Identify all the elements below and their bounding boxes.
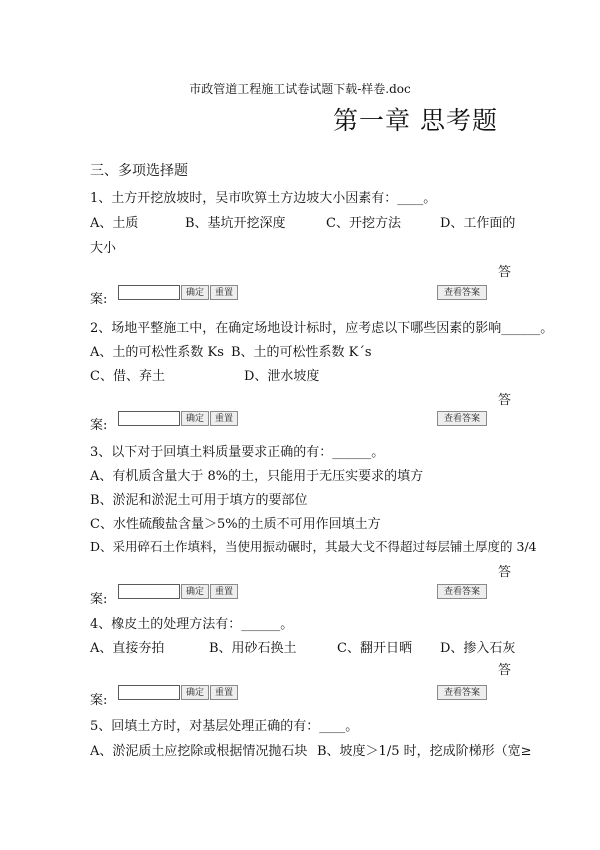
reset-button-q1[interactable]: 重置 (210, 285, 238, 300)
question-1-text: 1、土方开挖放坡时，吴市吹箅土方边坡大小因素有：____。 (90, 191, 437, 206)
question-4-text: 4、橡皮土的处理方法有：______。 (90, 617, 294, 632)
question-5-text: 5、回填土方时，对基层处理正确的有：____。 (90, 719, 359, 734)
reset-button-q3[interactable]: 重置 (210, 584, 238, 599)
question-2-option-b: B、土的可松性系数 K´s (231, 345, 372, 360)
confirm-button-q3[interactable]: 确定 (181, 584, 209, 599)
answer-input-q4[interactable] (118, 685, 180, 700)
answer-label: 案: (90, 292, 108, 307)
document-filename-header: 市政管道工程施工试卷试题下载-样卷.doc (189, 82, 411, 96)
question-1-option-d-wrap: 大小 (90, 241, 117, 256)
question-1-option-c: C、开挖方法 (326, 216, 401, 231)
answer-char: 答 (498, 663, 512, 678)
answer-char: 答 (498, 565, 512, 580)
reset-button-q2[interactable]: 重置 (210, 411, 238, 426)
question-4-option-b: B、用砂石换土 (209, 641, 297, 656)
answer-char: 答 (498, 265, 512, 280)
question-3-option-c: C、水性硫酸盐含量＞5%的土质不可用作回填土方 (90, 517, 381, 532)
answer-label: 案: (90, 693, 108, 708)
question-3-text: 3、以下对于回填土料质量要求正确的有：______。 (90, 445, 385, 460)
question-5-option-b: B、坡度＞1/5 时，挖成阶梯形（宽≥ (317, 744, 532, 759)
question-2-option-d: D、泄水坡度 (244, 369, 320, 384)
question-2-option-c: C、借、弃土 (90, 369, 165, 384)
question-4-option-c: C、翻开日晒 (337, 641, 412, 656)
question-1-option-a: A、土质 (90, 216, 139, 231)
question-3-option-a: A、有机质含量大于 8%的土，只能用于无压实要求的填方 (90, 469, 424, 484)
answer-input-q3[interactable] (118, 584, 180, 599)
chapter-title: 第一章 思考题 (333, 106, 498, 135)
question-3-option-d: D、采用碎石土作填料，当使用振动碾时，其最大戈不得超过每层铺土厚度的 3/4 (90, 539, 537, 554)
question-2-text: 2、场地平整施工中，在确定场地设计标时，应考虑以下哪些因素的影响______。 (90, 321, 554, 336)
question-4-option-d: D、掺入石灰 (440, 641, 516, 656)
answer-label: 案: (90, 592, 108, 607)
question-1-option-b: B、基坑开挖深度 (185, 216, 286, 231)
view-answer-button-q2[interactable]: 查看答案 (437, 411, 487, 426)
answer-input-q2[interactable] (118, 411, 180, 426)
confirm-button-q2[interactable]: 确定 (181, 411, 209, 426)
question-3-option-b: B、淤泥和淤泥土可用于填方的要部位 (90, 493, 308, 508)
section-title: 三、多项选择题 (90, 163, 188, 179)
view-answer-button-q4[interactable]: 查看答案 (437, 685, 487, 700)
question-2-option-a: A、土的可松性系数 Ks (90, 345, 224, 360)
confirm-button-q1[interactable]: 确定 (181, 285, 209, 300)
answer-label: 案: (90, 418, 108, 433)
question-5-option-a: A、淤泥质土应挖除或根据情况抛石块 (90, 744, 308, 759)
question-1-option-d: D、工作面的 (440, 216, 516, 231)
answer-char: 答 (498, 393, 512, 408)
answer-input-q1[interactable] (118, 285, 180, 300)
reset-button-q4[interactable]: 重置 (210, 685, 238, 700)
confirm-button-q4[interactable]: 确定 (181, 685, 209, 700)
question-4-option-a: A、直接夯拍 (90, 641, 165, 656)
view-answer-button-q3[interactable]: 查看答案 (437, 584, 487, 599)
view-answer-button-q1[interactable]: 查看答案 (437, 285, 487, 300)
